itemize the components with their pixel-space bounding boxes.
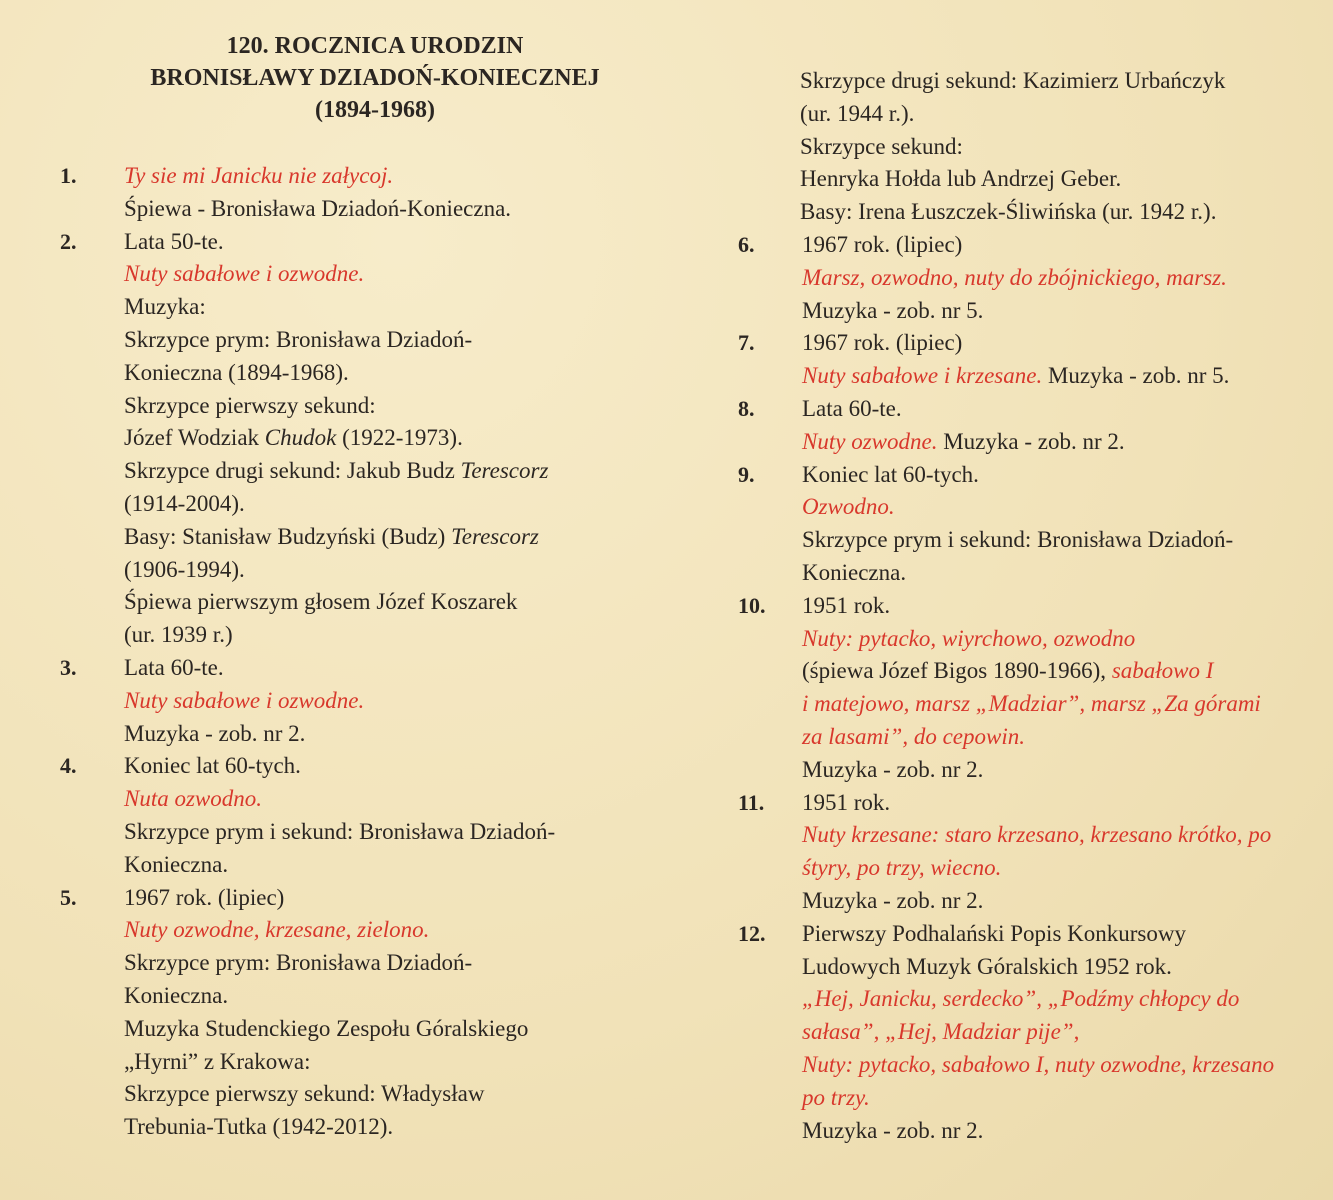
text-line xyxy=(802,688,1333,721)
red-italic-text: Nuty sabałowe i krzesane. xyxy=(802,363,1043,389)
text-segment: Muzyka - zob. nr 5. xyxy=(802,297,984,323)
text-line xyxy=(802,1049,1333,1082)
red-italic-text: i matejowo, marsz „Madziar”, marsz „Za górami xyxy=(802,691,1261,717)
text-segment: Skrzypce pierwszy sekund: Władysław xyxy=(124,1081,485,1107)
red-italic-text: śtyry, po trzy, wiecno. xyxy=(802,855,1002,881)
text-line xyxy=(738,163,1333,196)
text-segment: Muzyka: xyxy=(124,294,206,320)
text-segment: Muzyka - zob. nr 5. xyxy=(1042,363,1230,389)
text-segment: Muzyka - zob. nr 2. xyxy=(124,720,306,746)
entry-8 xyxy=(738,393,1333,459)
text-line xyxy=(124,718,700,751)
text-line xyxy=(802,721,1333,754)
text-segment: Muzyka - zob. nr 2. xyxy=(802,1117,984,1143)
text-line xyxy=(802,918,1333,951)
text-line xyxy=(124,882,700,915)
text-segment: (1906-1994). xyxy=(124,556,245,582)
text-line xyxy=(802,360,1333,393)
entry-number: 3. xyxy=(60,654,77,680)
text-segment: Lata 50-te. xyxy=(124,228,224,254)
red-italic-text: Nuty: pytacko, sabałowo I, nuty ozwodne, krzesano xyxy=(802,1051,1275,1077)
text-segment: Basy: Irena Łuszczek-Śliwińska (ur. 1942 r.). xyxy=(800,199,1217,225)
text-segment: 1951 rok. xyxy=(802,789,891,815)
text-line xyxy=(124,324,700,357)
text-line xyxy=(124,783,700,816)
text-segment: „Hyrni” z Krakowa: xyxy=(124,1048,311,1074)
text-line xyxy=(802,655,1333,688)
continuation-of-entry-5 xyxy=(738,65,1333,229)
right-column xyxy=(738,65,1333,1147)
text-segment: Koniec lat 60-tych. xyxy=(802,461,979,487)
text-line xyxy=(802,951,1333,984)
italic-text: Terescorz xyxy=(451,523,539,549)
text-line xyxy=(802,754,1333,787)
entry-7 xyxy=(738,327,1333,393)
entry-9 xyxy=(738,459,1333,590)
text-segment: Skrzypce sekund: xyxy=(800,133,963,159)
text-segment: Lata 60-te. xyxy=(802,395,902,421)
text-segment: Konieczna. xyxy=(124,982,229,1008)
entry-4 xyxy=(60,750,700,881)
text-segment: Pierwszy Podhalański Popis Konkursowy xyxy=(802,920,1186,946)
text-segment: (1922-1973). xyxy=(336,425,463,451)
text-segment: Muzyka Studenckiego Zespołu Góralskiego xyxy=(124,1015,529,1041)
text-line xyxy=(124,390,700,423)
text-segment: Skrzypce prym i sekund: Bronisława Dziadoń- xyxy=(802,527,1234,553)
text-segment: Muzyka - zob. nr 2. xyxy=(802,887,984,913)
entry-6 xyxy=(738,229,1333,327)
entry-2 xyxy=(60,226,700,652)
text-line xyxy=(802,557,1333,590)
title-line-1: 120. ROCZNICA URODZIN xyxy=(226,33,524,59)
page-title xyxy=(60,30,690,126)
text-segment: Konieczna. xyxy=(802,559,907,585)
text-segment: (ur. 1939 r.) xyxy=(124,622,233,648)
red-italic-text: za lasami”, do cepowin. xyxy=(802,723,1025,749)
entry-number: 8. xyxy=(738,395,755,421)
text-line xyxy=(124,291,700,324)
text-line xyxy=(802,295,1333,328)
red-italic-text: Nuty sabałowe i ozwodne. xyxy=(124,687,365,713)
text-line xyxy=(738,65,1333,98)
text-line xyxy=(124,750,700,783)
text-line xyxy=(124,914,700,947)
red-italic-text: Nuty ozwodne, krzesane, zielono. xyxy=(124,917,430,943)
text-line xyxy=(802,524,1333,557)
italic-text: Chudok xyxy=(264,425,337,451)
entry-number: 1. xyxy=(60,163,77,188)
text-segment: Skrzypce drugi sekund: Kazimierz Urbańczyk xyxy=(800,68,1226,93)
text-line xyxy=(802,1016,1333,1049)
left-column xyxy=(60,160,700,1144)
text-line xyxy=(124,258,700,291)
text-line xyxy=(802,393,1333,426)
text-segment: Koniec lat 60-tych. xyxy=(124,753,301,779)
entry-number: 9. xyxy=(738,461,755,487)
text-line xyxy=(802,327,1333,360)
entry-number: 11. xyxy=(738,789,765,815)
red-italic-text: Ozwodno. xyxy=(802,494,895,520)
text-line xyxy=(124,1111,700,1144)
text-line xyxy=(124,816,700,849)
entry-11 xyxy=(738,787,1333,918)
text-segment: Muzyka - zob. nr 2. xyxy=(802,756,984,782)
text-segment: Trebunia-Tutka (1942-2012). xyxy=(124,1114,394,1140)
italic-text: Terescorz xyxy=(460,458,549,484)
text-line xyxy=(124,652,700,685)
text-line xyxy=(802,426,1333,459)
text-segment: Lata 60-te. xyxy=(124,654,224,680)
red-italic-text: Nuty sabałowe i ozwodne. xyxy=(124,261,365,287)
entry-number: 6. xyxy=(738,231,755,257)
red-italic-text: po trzy. xyxy=(802,1084,870,1110)
text-segment: Konieczna. xyxy=(124,851,229,877)
text-line xyxy=(124,980,700,1013)
text-line xyxy=(802,819,1333,852)
text-line xyxy=(124,849,700,882)
red-italic-text: sałasa”, „Hej, Madziar pije”, xyxy=(802,1019,1080,1045)
text-segment: Ludowych Muzyk Góralskich 1952 rok. xyxy=(802,953,1172,979)
red-italic-text: Marsz, ozwodno, nuty do zbójnickiego, marsz. xyxy=(802,264,1227,290)
text-line xyxy=(124,619,700,652)
text-line xyxy=(802,885,1333,918)
text-segment: 1967 rok. (lipiec) xyxy=(802,330,963,356)
text-line xyxy=(802,983,1333,1016)
text-segment: Skrzypce prym i sekund: Bronisława Dziadoń- xyxy=(124,818,556,844)
entry-10 xyxy=(738,590,1333,787)
text-segment: Muzyka - zob. nr 2. xyxy=(937,428,1125,454)
entry-12 xyxy=(738,918,1333,1148)
entry-number: 5. xyxy=(60,884,77,910)
title-line-3: (1894-1968) xyxy=(315,97,435,123)
text-line xyxy=(124,226,700,259)
text-line xyxy=(124,1046,700,1079)
text-line xyxy=(802,852,1333,885)
text-segment: Konieczna (1894-1968). xyxy=(124,359,349,385)
text-line xyxy=(738,98,1333,131)
text-segment: (śpiewa Józef Bigos 1890-1966), xyxy=(802,658,1112,684)
entry-3 xyxy=(60,652,700,750)
text-line xyxy=(124,1013,700,1046)
text-line xyxy=(124,160,700,193)
text-line xyxy=(124,947,700,980)
text-segment: 1967 rok. (lipiec) xyxy=(124,884,285,910)
red-italic-text: Ty sie mi Janicku nie załycoj. xyxy=(124,163,394,188)
entry-number: 12. xyxy=(738,920,766,946)
text-segment: 1967 rok. (lipiec) xyxy=(802,231,963,257)
text-line xyxy=(802,623,1333,656)
red-italic-text: Nuty ozwodne. xyxy=(802,428,938,454)
text-segment: Skrzypce prym: Bronisława Dziadoń- xyxy=(124,950,473,976)
right-entries xyxy=(738,229,1333,1147)
red-italic-text: Nuty krzesane: staro krzesano, krzesano krótko, po xyxy=(802,822,1272,848)
text-line xyxy=(124,1078,700,1111)
text-line xyxy=(802,787,1333,820)
title-line-2: BRONISŁAWY DZIADOŃ-KONIECZNEJ xyxy=(150,65,600,91)
text-line xyxy=(124,685,700,718)
text-segment: (1914-2004). xyxy=(124,490,245,516)
entry-number: 4. xyxy=(60,753,77,779)
entry-1 xyxy=(60,160,700,226)
text-line xyxy=(124,422,700,455)
text-line xyxy=(802,1082,1333,1115)
text-line xyxy=(738,131,1333,164)
text-line xyxy=(124,554,700,587)
text-segment: Skrzypce prym: Bronisława Dziadoń- xyxy=(124,326,473,352)
text-line xyxy=(124,488,700,521)
text-segment: Skrzypce pierwszy sekund: xyxy=(124,392,376,418)
red-italic-text: Nuta ozwodno. xyxy=(124,786,263,812)
text-line xyxy=(802,1115,1333,1148)
text-segment: 1951 rok. xyxy=(802,592,891,618)
text-line xyxy=(124,586,700,619)
text-segment: Śpiewa pierwszym głosem Józef Koszarek xyxy=(124,589,518,615)
text-segment: Henryka Hołda lub Andrzej Geber. xyxy=(800,166,1122,192)
text-line xyxy=(124,357,700,390)
text-line xyxy=(802,491,1333,524)
red-italic-text: „Hej, Janicku, serdecko”, „Podźmy chłopcy do xyxy=(802,986,1240,1012)
text-segment: Józef Wodziak xyxy=(124,425,265,451)
text-line xyxy=(738,196,1333,229)
text-segment: Basy: Stanisław Budzyński (Budz) xyxy=(124,523,452,549)
text-line xyxy=(802,262,1333,295)
entry-number: 2. xyxy=(60,228,77,254)
text-line xyxy=(802,459,1333,492)
entry-5 xyxy=(60,882,700,1144)
text-line xyxy=(802,229,1333,262)
entry-number: 10. xyxy=(738,592,766,618)
text-segment: Skrzypce drugi sekund: Jakub Budz xyxy=(124,458,461,484)
text-segment: (ur. 1944 r.). xyxy=(800,100,915,126)
text-line xyxy=(124,521,700,554)
red-italic-text: Nuty: pytacko, wiyrchowo, ozwodno xyxy=(802,625,1136,651)
text-segment: Śpiewa - Bronisława Dziadoń-Konieczna. xyxy=(124,195,512,221)
red-italic-text: sabałowo I xyxy=(1111,658,1214,684)
text-line xyxy=(124,193,700,226)
text-line xyxy=(802,590,1333,623)
text-line xyxy=(124,455,700,488)
entry-number: 7. xyxy=(738,330,755,356)
